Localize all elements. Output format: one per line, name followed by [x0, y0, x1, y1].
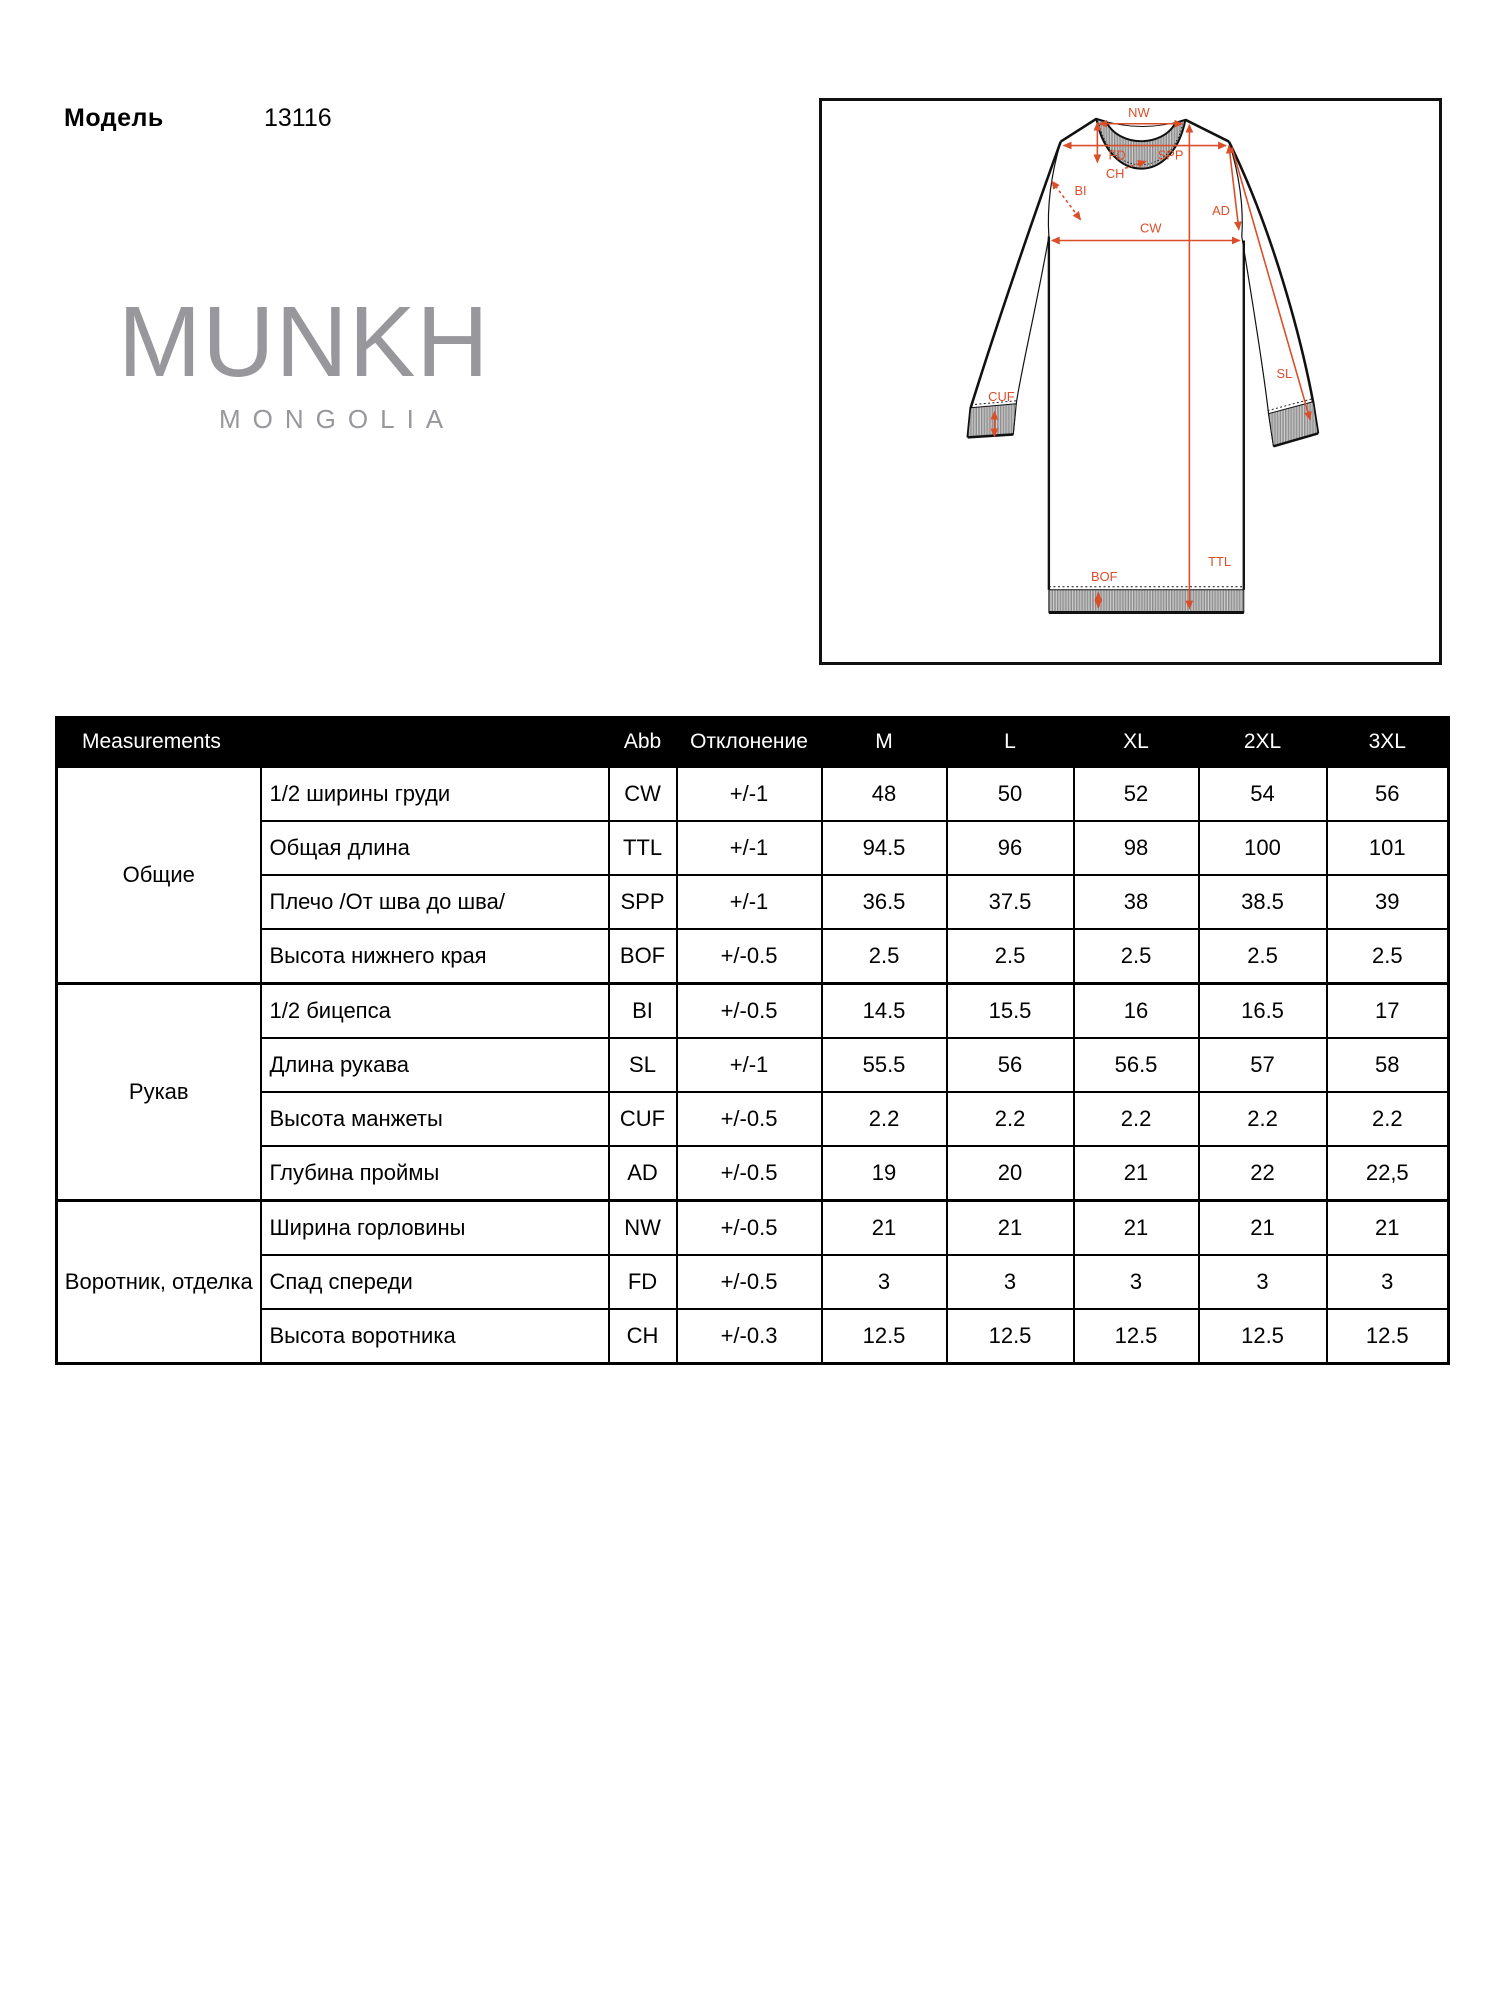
- size-value-cell: 12.5: [1199, 1309, 1327, 1364]
- deviation-cell: +/-0.5: [677, 1201, 822, 1256]
- ad-label: AD: [1212, 202, 1230, 218]
- spp-label: SPP: [1157, 147, 1184, 163]
- size-value-cell: 22: [1199, 1146, 1327, 1201]
- size-value-cell: 3: [1074, 1255, 1199, 1309]
- measurement-label-cell: Высота манжеты: [261, 1092, 609, 1146]
- header-size-M: M: [822, 718, 947, 767]
- measurement-label-cell: Высота нижнего края: [261, 929, 609, 984]
- size-value-cell: 50: [947, 767, 1074, 822]
- measurement-label-cell: Спад спереди: [261, 1255, 609, 1309]
- model-label: Модель: [64, 104, 164, 132]
- brand-country: MONGOLIA: [219, 404, 456, 434]
- size-value-cell: 55.5: [822, 1038, 947, 1092]
- size-value-cell: 3: [1199, 1255, 1327, 1309]
- size-value-cell: 16: [1074, 984, 1199, 1039]
- back-neck-edge: [1096, 119, 1185, 127]
- size-value-cell: 21: [1074, 1146, 1199, 1201]
- abbreviation-cell: TTL: [609, 821, 677, 875]
- brand-logo: MUNKH: [118, 286, 490, 398]
- ch-label: CH: [1105, 166, 1125, 182]
- hem-rib-band: [1049, 590, 1244, 613]
- size-value-cell: 2.5: [1074, 929, 1199, 984]
- table-row: [57, 1146, 1449, 1201]
- size-value-cell: 3: [947, 1255, 1074, 1309]
- size-value-cell: 2.5: [822, 929, 947, 984]
- header-size-3XL: 3XL: [1327, 718, 1449, 767]
- deviation-cell: +/-1: [677, 1038, 822, 1092]
- deviation-cell: +/-0.5: [677, 929, 822, 984]
- table-row: [57, 875, 1449, 929]
- size-value-cell: 58: [1327, 1038, 1449, 1092]
- header-abb: Abb: [609, 718, 677, 767]
- size-value-cell: 3: [1327, 1255, 1449, 1309]
- size-value-cell: 2.2: [1074, 1092, 1199, 1146]
- size-value-cell: 96: [947, 821, 1074, 875]
- size-value-cell: 14.5: [822, 984, 947, 1039]
- measurement-label-cell: 1/2 ширины груди: [261, 767, 609, 822]
- cuf-label: CUF: [988, 388, 1015, 404]
- left-sleeve-inner-edge: [1013, 237, 1049, 435]
- size-value-cell: 17: [1327, 984, 1449, 1039]
- cw-label: CW: [1140, 220, 1162, 236]
- size-value-cell: 2.2: [947, 1092, 1074, 1146]
- table-row: [57, 767, 1449, 822]
- size-value-cell: 2.5: [1327, 929, 1449, 984]
- size-value-cell: 19: [822, 1146, 947, 1201]
- table-row: [57, 984, 1449, 1039]
- size-value-cell: 56: [947, 1038, 1074, 1092]
- bof-label: BOF: [1091, 568, 1118, 584]
- header-size-2XL: 2XL: [1199, 718, 1327, 767]
- abbreviation-cell: BI: [609, 984, 677, 1039]
- size-value-cell: 100: [1199, 821, 1327, 875]
- abbreviation-cell: CH: [609, 1309, 677, 1364]
- table-row: [57, 1038, 1449, 1092]
- abbreviation-cell: SPP: [609, 875, 677, 929]
- size-value-cell: 2.5: [1199, 929, 1327, 984]
- header-size-L: L: [947, 718, 1074, 767]
- size-value-cell: 39: [1327, 875, 1449, 929]
- measurement-label-cell: Высота воротника: [261, 1309, 609, 1364]
- size-value-cell: 2.5: [947, 929, 1074, 984]
- abbreviation-cell: AD: [609, 1146, 677, 1201]
- size-value-cell: 21: [1327, 1201, 1449, 1256]
- table-row: [57, 1255, 1449, 1309]
- header-measurements: Measurements: [57, 718, 609, 767]
- table-row: [57, 1092, 1449, 1146]
- left-shoulder-edge: [1061, 119, 1097, 142]
- measurement-labels: [988, 105, 1292, 584]
- left-cuff-rib-band: [968, 404, 1016, 438]
- bi-label: BI: [1074, 182, 1087, 198]
- size-value-cell: 36.5: [822, 875, 947, 929]
- group-cell: Общие: [57, 767, 261, 984]
- size-value-cell: 56: [1327, 767, 1449, 822]
- table-row: [57, 821, 1449, 875]
- size-value-cell: 56.5: [1074, 1038, 1199, 1092]
- table-header-row: [57, 718, 1449, 767]
- size-value-cell: 48: [822, 767, 947, 822]
- measurements-table: [55, 716, 1450, 1365]
- size-value-cell: 12.5: [947, 1309, 1074, 1364]
- abbreviation-cell: CUF: [609, 1092, 677, 1146]
- deviation-cell: +/-1: [677, 767, 822, 822]
- abbreviation-cell: FD: [609, 1255, 677, 1309]
- right-shoulder-edge: [1185, 120, 1229, 142]
- deviation-cell: +/-0.5: [677, 1255, 822, 1309]
- deviation-cell: +/-0.5: [677, 1092, 822, 1146]
- deviation-cell: +/-0.3: [677, 1309, 822, 1364]
- size-value-cell: 2.2: [822, 1092, 947, 1146]
- abbreviation-cell: CW: [609, 767, 677, 822]
- size-value-cell: 52: [1074, 767, 1199, 822]
- table-row: [57, 1201, 1449, 1256]
- size-value-cell: 21: [947, 1201, 1074, 1256]
- fd-label: FD: [1108, 147, 1126, 163]
- group-cell: Рукав: [57, 984, 261, 1201]
- abbreviation-cell: NW: [609, 1201, 677, 1256]
- table-row: [57, 1309, 1449, 1364]
- size-value-cell: 16.5: [1199, 984, 1327, 1039]
- size-value-cell: 15.5: [947, 984, 1074, 1039]
- size-value-cell: 22,5: [1327, 1146, 1449, 1201]
- deviation-cell: +/-0.5: [677, 1146, 822, 1201]
- size-value-cell: 101: [1327, 821, 1449, 875]
- garment-diagram-box: [819, 98, 1442, 665]
- abbreviation-cell: SL: [609, 1038, 677, 1092]
- abbreviation-cell: BOF: [609, 929, 677, 984]
- size-value-cell: 21: [1199, 1201, 1327, 1256]
- deviation-cell: +/-0.5: [677, 984, 822, 1039]
- size-value-cell: 2.2: [1327, 1092, 1449, 1146]
- header-deviation: Отклонение: [677, 718, 822, 767]
- header-size-XL: XL: [1074, 718, 1199, 767]
- table-row: [57, 929, 1449, 984]
- size-value-cell: 12.5: [822, 1309, 947, 1364]
- size-value-cell: 2.2: [1199, 1092, 1327, 1146]
- deviation-cell: +/-1: [677, 875, 822, 929]
- measurement-label-cell: Общая длина: [261, 821, 609, 875]
- size-value-cell: 38: [1074, 875, 1199, 929]
- size-value-cell: 12.5: [1074, 1309, 1199, 1364]
- size-value-cell: 3: [822, 1255, 947, 1309]
- size-value-cell: 94.5: [822, 821, 947, 875]
- deviation-cell: +/-1: [677, 821, 822, 875]
- size-value-cell: 54: [1199, 767, 1327, 822]
- ttl-label: TTL: [1208, 554, 1232, 570]
- size-value-cell: 38.5: [1199, 875, 1327, 929]
- nw-label: NW: [1128, 104, 1150, 120]
- size-value-cell: 37.5: [947, 875, 1074, 929]
- size-value-cell: 98: [1074, 821, 1199, 875]
- size-value-cell: 12.5: [1327, 1309, 1449, 1364]
- size-value-cell: 57: [1199, 1038, 1327, 1092]
- sl-label: SL: [1276, 366, 1293, 382]
- measurement-label-cell: Длина рукава: [261, 1038, 609, 1092]
- measurement-label-cell: Ширина горловины: [261, 1201, 609, 1256]
- size-value-cell: 21: [1074, 1201, 1199, 1256]
- model-number: 13116: [264, 104, 332, 132]
- measurement-label-cell: 1/2 бицепса: [261, 984, 609, 1039]
- group-cell: Воротник, отделка: [57, 1201, 261, 1364]
- measurement-label-cell: Плечо /От шва до шва/: [261, 875, 609, 929]
- garment-technical-drawing: [822, 101, 1439, 662]
- size-value-cell: 20: [947, 1146, 1074, 1201]
- garment-outline: [968, 119, 1318, 613]
- measurement-label-cell: Глубина проймы: [261, 1146, 609, 1201]
- size-value-cell: 21: [822, 1201, 947, 1256]
